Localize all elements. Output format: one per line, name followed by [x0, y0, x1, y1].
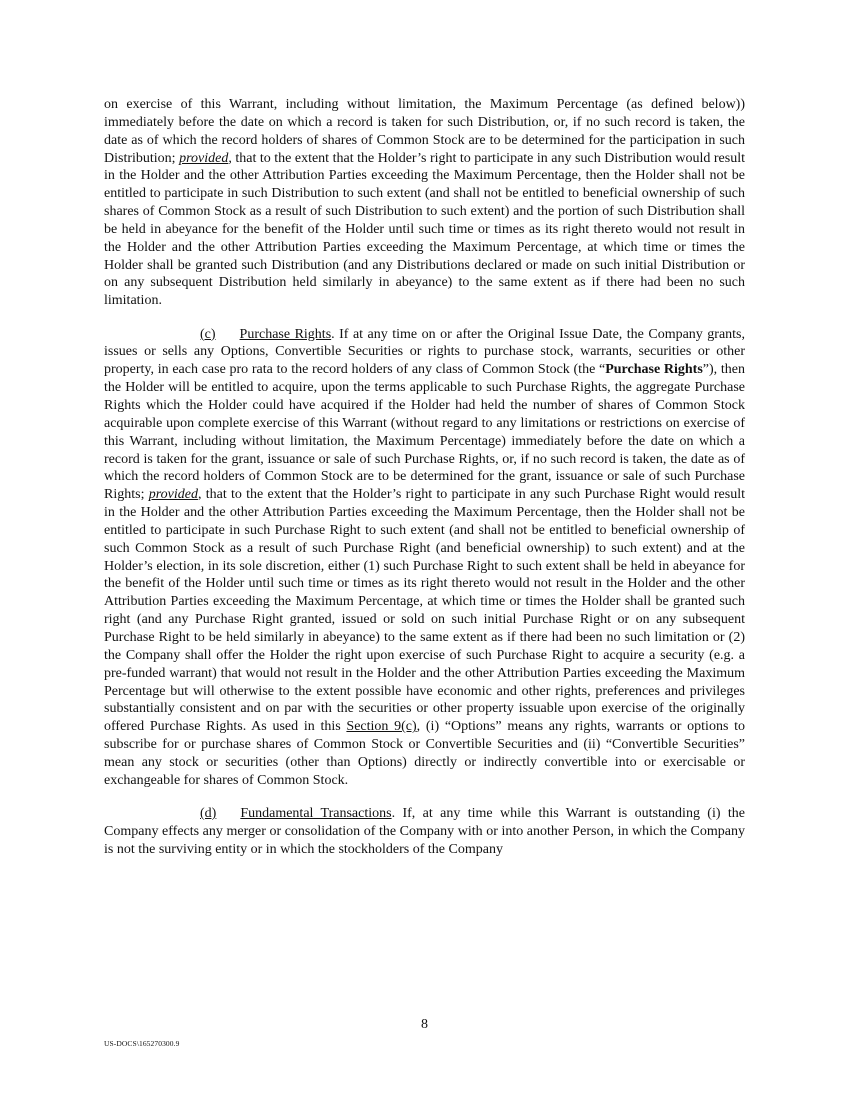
text-run: . If, at any time while this Warrant is outstanding (i) the Company effects any merger or consolidation of the Company with or into another Person, in which the Company is not the surviving entity or in which the stockholders of the Company	[104, 806, 745, 857]
section-c-number: (c)	[200, 326, 216, 342]
section-d-heading: Fundamental Transactions	[240, 806, 392, 822]
text-run: , (i) “Options” means any rights, warrants or options to subscribe for or purchase shares of Common Stock or Convertible Securities and (ii) “Convertible Securities” mean any stock or securities (other than Options) directly or indirectly convertible into or exercisable or exchangeable for shares of Common Stock.	[104, 719, 746, 788]
section-c-heading: Purchase Rights	[239, 326, 332, 342]
paragraph-distribution-continuation	[104, 96, 745, 310]
text-run: , that to the extent that the Holder’s right to participate in any such Purchase Right would result in the Holder and the other Attribution Parties exceeding the Maximum Percentage, then the Holder shall not be entitled to participate in such Purchase Right to such extent (and shall not be entitled to beneficial ownership of such Common Stock as a result of such Purchase Right (and beneficial ownership) to such extent) and at the Holder’s election, in its sole discretion, either (1) such Purchase Right to such extent shall be held in abeyance for the benefit of the Holder until such time or times as its right thereto would not result in the Holder and the other Attribution Parties exceeding the Maximum Percentage, at which time or times the Holder shall be granted such right (and any Purchase Right granted, issued or sold on such initial Purchase Right or on any subsequent Purchase Right to be held similarly in abeyance) to the same extent as if there had been no such limitation or (2) the Company shall offer the Holder the right upon exercise of such Purchase Right to acquire a security (e.g. a pre-funded warrant) that would not result in the Holder and the other Attribution Parties exceeding the Maximum Percentage but will otherwise to the extent possible have economic and other rights, preferences and privileges substantially consistent and on par with the securities or other property issuable upon exercise of the originally offered Purchase Rights. As used in this	[104, 487, 745, 735]
text-run: , that to the extent that the Holder’s right to participate in any such Distribution would result in the Holder and the other Attribution Parties exceeding the Maximum Percentage, then the Holder shall not be entitled to participate in such Distribution to such extent (and shall not be entitled to beneficial ownership of such shares of Common Stock as a result of such Distribution to such extent) and the portion of such Distribution shall be held in abeyance for the benefit of the Holder until such time or times as its right thereto would not result in the Holder and the other Attribution Parties exceeding the Maximum Percentage, at which time or times the Holder shall be granted such Distribution (and any Distributions declared or made on such initial Distribution or on any subsequent Distribution held similarly in abeyance) to the same extent as if there had been no such limitation.	[104, 150, 746, 309]
provided-term: provided	[148, 487, 198, 503]
section-c-purchase-rights	[104, 326, 745, 790]
text-run: . If at any time on or after the Original Issue Date, the Company grants, issues or sells any Options, Convertible Securities or rights to purchase stock, warrants, securities or other property, in each case pro rata to the record holders of any class of Common Stock (the “	[104, 326, 745, 378]
page-number: 8	[421, 1017, 428, 1032]
text-run: on exercise of this Warrant, including without limitation, the Maximum Percentage (as defined below)) immediately before the date on which a record is taken for such Distribution, or, if no such record is taken, the date as of which the record holders of shares of Common Stock are to be determined for the participation in such Distribution;	[104, 97, 745, 166]
section-d-number: (d)	[200, 806, 217, 822]
text-run: ”), then the Holder will be entitled to acquire, upon the terms applicable to such Purchase Rights, the aggregate Purchase Rights which the Holder could have acquired if the Holder had held the number of shares of Common Stock acquirable upon complete exercise of this Warrant (without regard to any limitations or restrictions on exercise of this Warrant, including without limitation, the Maximum Percentage) immediately before the date on which a record is taken for the grant, issuance or sale of such Purchase Rights, or, if no such record is taken, the date as of which the record holders of Common Stock are to be determined for the grant, issuance or sale of such Purchase Rights;	[104, 362, 745, 503]
defined-term-purchase-rights: Purchase Rights	[605, 362, 703, 378]
section-d-fundamental-transactions	[104, 805, 745, 859]
provided-term: provided	[179, 150, 229, 166]
document-id: US-DOCS\165270300.9	[104, 1039, 180, 1048]
section-reference: Section 9(c)	[346, 719, 417, 735]
